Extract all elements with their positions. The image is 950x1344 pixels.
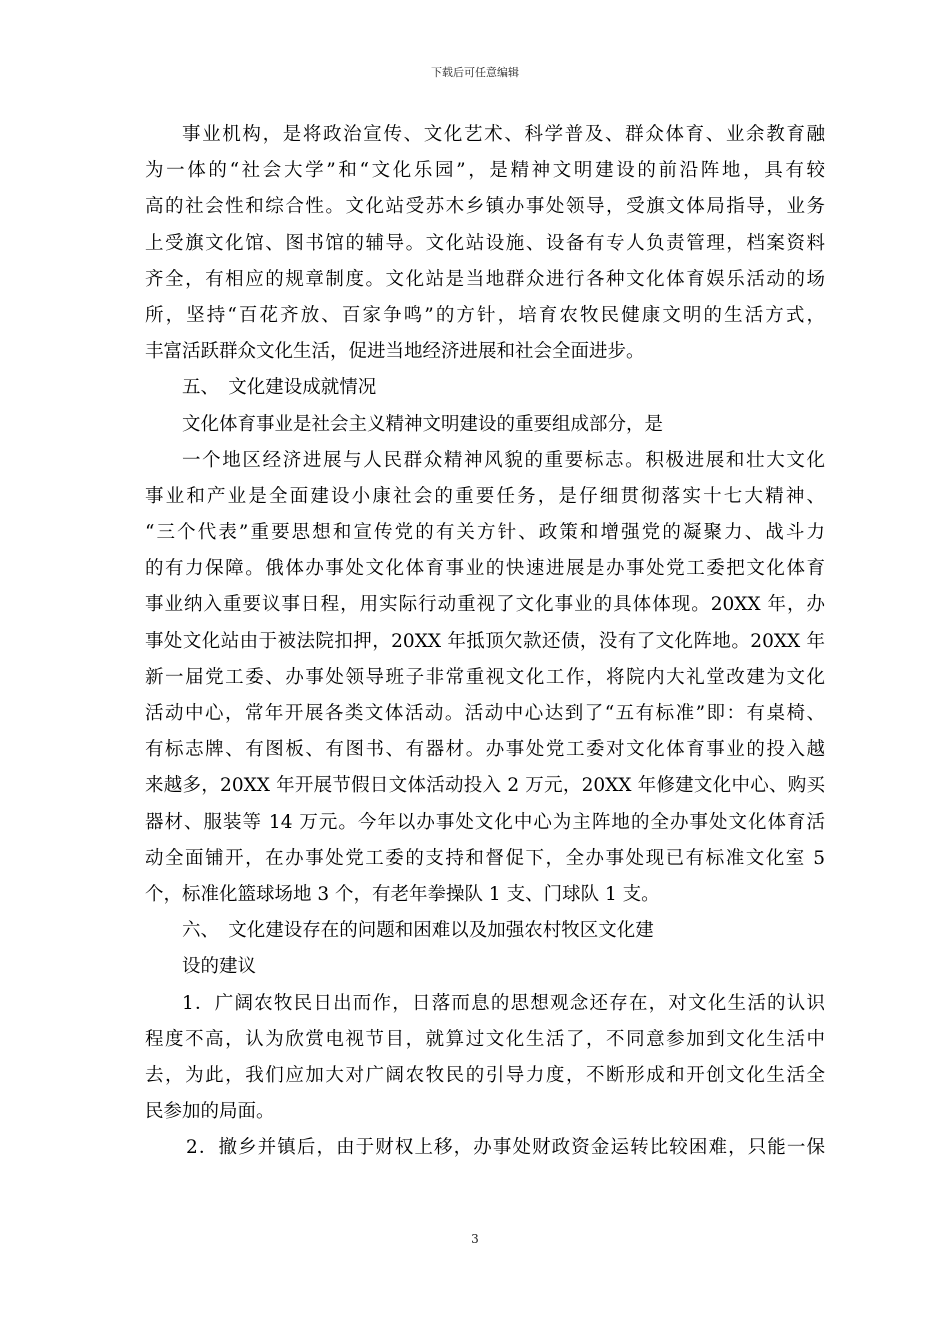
text-line: 民参加的局面。 [145, 1101, 275, 1123]
text-line: 所，坚持“百花齐放、百家争鸣”的方针，培育农牧民健康文明的生活方式， [145, 304, 825, 326]
text-line: 有标志牌、有图板、有图书、有器材。办事处党工委对文化体育事业的投入越 [145, 739, 825, 761]
text-line: 程度不高，认为欣赏电视节目，就算过文化生活了，不同意参加到文化生活中 [145, 1028, 825, 1050]
text-line: 器材、服装等 14 万元。今年以办事处文化中心为主阵地的全办事处文化体育活 [145, 811, 825, 833]
text-line: 丰富活跃群众文化生活，促进当地经济进展和社会全面进步。 [145, 341, 645, 363]
text-line: 设的建议 [182, 956, 257, 978]
text-line: “三个代表”重要思想和宣传党的有关方针、政策和增强党的凝聚力、战斗力 [145, 522, 825, 544]
text-line: 事业纳入重要议事日程，用实际行动重视了文化事业的具体体现。20XX 年，办 [145, 594, 825, 616]
body-text [145, 117, 825, 1166]
text-line: 上受旗文化馆、图书馆的辅导。文化站设施、设备有专人负责管理，档案资料 [145, 232, 825, 254]
text-line: 来越多，20XX 年开展节假日文体活动投入 2 万元，20XX 年修建文化中心、购买 [145, 775, 825, 797]
text-line: 齐全，有相应的规章制度。文化站是当地群众进行各种文化体育娱乐活动的场 [145, 268, 825, 290]
text-line: 1．广阔农牧民日出而作，日落而息的思想观念还存在，对文化生活的认识 [182, 992, 825, 1014]
text-line: 去，为此，我们应加大对广阔农牧民的引导力度，不断形成和开创文化生活全 [145, 1064, 825, 1086]
page-header: 下载后可任意编辑 [431, 66, 519, 79]
text-line: 事处文化站由于被法院扣押，20XX 年抵顶欠款还债，没有了文化阵地。20XX 年 [145, 630, 825, 652]
text-line: 六、 文化建设存在的问题和困难以及加强农村牧区文化建 [182, 920, 654, 942]
text-line: 动全面铺开，在办事处党工委的支持和督促下，全办事处现已有标准文化室 5 [145, 847, 825, 869]
text-line: 2．撤乡并镇后，由于财权上移，办事处财政资金运转比较困难，只能一保 [186, 1137, 825, 1159]
page-number: 3 [471, 1232, 479, 1246]
text-line: 五、 文化建设成就情况 [182, 377, 377, 399]
text-line: 为一体的“社会大学”和“文化乐园”，是精神文明建设的前沿阵地，具有较 [145, 160, 825, 182]
text-line: 个，标准化篮球场地 3 个，有老年拳操队 1 支、门球队 1 支。 [145, 883, 660, 905]
text-line: 文化体育事业是社会主义精神文明建设的重要组成部分，是 [182, 413, 664, 435]
text-line: 事业机构，是将政治宣传、文化艺术、科学普及、群众体育、业余教育融 [182, 124, 825, 145]
text-line: 新一届党工委、办事处领导班子非常重视文化工作，将院内大礼堂改建为文化 [145, 666, 825, 688]
text-line: 一个地区经济进展与人民群众精神风貌的重要标志。积极进展和壮大文化 [182, 449, 825, 471]
text-line: 活动中心，常年开展各类文体活动。活动中心达到了“五有标准”即：有桌椅、 [145, 703, 825, 724]
text-line: 的有力保障。俄体办事处文化体育事业的快速进展是办事处党工委把文化体育 [145, 558, 825, 580]
text-line: 高的社会性和综合性。文化站受苏木乡镇办事处领导，受旗文体局指导，业务 [145, 196, 825, 218]
text-line: 事业和产业是全面建设小康社会的重要任务，是仔细贯彻落实十七大精神、 [145, 485, 825, 507]
